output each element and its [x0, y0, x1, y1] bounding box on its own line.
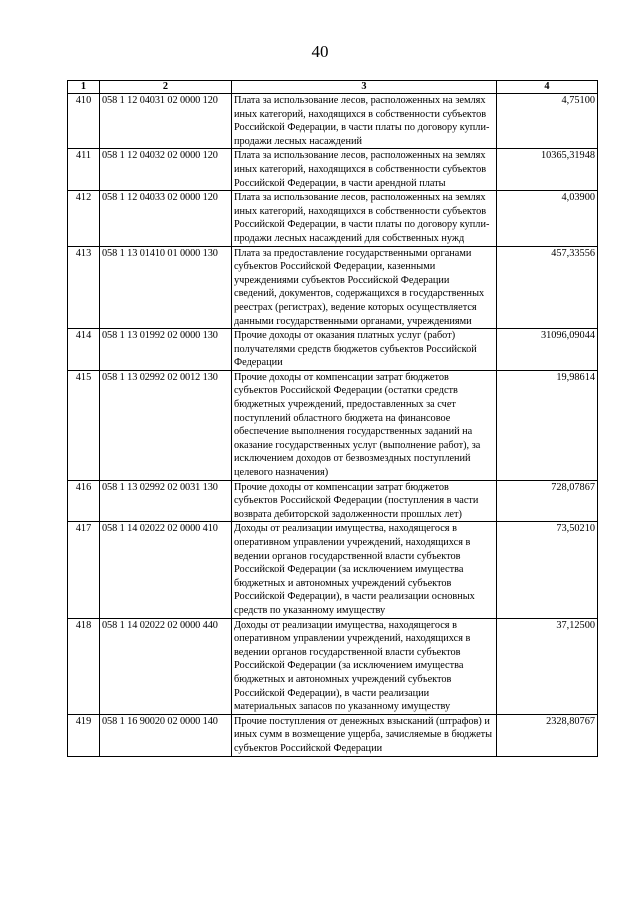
- amount-value: 31096,09044: [497, 329, 598, 371]
- table-row: [68, 370, 598, 480]
- revenue-description: Доходы от реализации имущества, находящегося в оперативном управлении учреждений, находящихся в ведении органов государственной власти субъектов Российской Федерации (за исключением имущества бюджетных и автономных учреждений субъектов Российской Федерации), в части реализации основных средств по указанному имуществу: [232, 522, 497, 618]
- amount-value: 73,50210: [497, 522, 598, 618]
- revenue-description: Прочие доходы от компенсации затрат бюджетов субъектов Российской Федерации (остатки средств бюджетных учреждений, предоставленных за счет поступлений областного бюджета на финансовое обеспечение выполнения государственных заданий на оказание государственных услуг (выполнение работ), за исключением доходов от безвозмездных поступлений целевого назначения): [232, 370, 497, 480]
- amount-value: 19,98614: [497, 370, 598, 480]
- table-row: [68, 149, 598, 191]
- revenue-description: Прочие доходы от компенсации затрат бюджетов субъектов Российской Федерации (поступления в части возврата дебиторской задолженности прошлых лет): [232, 480, 497, 522]
- amount-value: 2328,80767: [497, 714, 598, 756]
- amount-value: 4,75100: [497, 94, 598, 149]
- row-number: 413: [68, 246, 100, 329]
- amount-value: 10365,31948: [497, 149, 598, 191]
- table-row: [68, 94, 598, 149]
- table-row: [68, 522, 598, 618]
- revenue-description: Доходы от реализации имущества, находящегося в оперативном управлении учреждений, находящихся в ведении органов государственной власти субъектов Российской Федерации (за исключением имущества бюджетных и автономных учреждений субъектов Российской Федерации), в части реализации материальных запасов по указанному имуществу: [232, 618, 497, 714]
- row-number: 412: [68, 191, 100, 246]
- budget-classification-code: 058 1 12 04033 02 0000 120: [100, 191, 232, 246]
- budget-classification-code: 058 1 14 02022 02 0000 440: [100, 618, 232, 714]
- table-row: [68, 618, 598, 714]
- revenue-table: [67, 80, 598, 757]
- amount-value: 4,03900: [497, 191, 598, 246]
- column-header: 2: [100, 81, 232, 94]
- row-number: 417: [68, 522, 100, 618]
- revenue-description: Плата за использование лесов, расположенных на землях иных категорий, находящихся в собственности субъектов Российской Федерации, в части арендной платы: [232, 149, 497, 191]
- table-row: [68, 246, 598, 329]
- amount-value: 728,07867: [497, 480, 598, 522]
- row-number: 416: [68, 480, 100, 522]
- row-number: 415: [68, 370, 100, 480]
- budget-classification-code: 058 1 13 01992 02 0000 130: [100, 329, 232, 371]
- row-number: 411: [68, 149, 100, 191]
- budget-classification-code: 058 1 12 04031 02 0000 120: [100, 94, 232, 149]
- row-number: 419: [68, 714, 100, 756]
- table-row: [68, 714, 598, 756]
- header-row: [68, 81, 598, 94]
- amount-value: 37,12500: [497, 618, 598, 714]
- revenue-description: Плата за предоставление государственными органами субъектов Российской Федерации, казенными учреждениями субъектов Российской Федерации сведений, документов, содержащихся в государственных реестрах (регистрах), ведение которых осуществляется данными государственными органами, учреждениями: [232, 246, 497, 329]
- column-header: 4: [497, 81, 598, 94]
- revenue-description: Прочие поступления от денежных взысканий (штрафов) и иных сумм в возмещение ущерба, зачисляемые в бюджеты субъектов Российской Федерации: [232, 714, 497, 756]
- table-row: [68, 329, 598, 371]
- budget-classification-code: 058 1 12 04032 02 0000 120: [100, 149, 232, 191]
- budget-classification-code: 058 1 14 02022 02 0000 410: [100, 522, 232, 618]
- column-header: 1: [68, 81, 100, 94]
- budget-classification-code: 058 1 13 01410 01 0000 130: [100, 246, 232, 329]
- budget-classification-code: 058 1 13 02992 02 0031 130: [100, 480, 232, 522]
- row-number: 410: [68, 94, 100, 149]
- revenue-description: Прочие доходы от оказания платных услуг (работ) получателями средств бюджетов субъектов Российской Федерации: [232, 329, 497, 371]
- row-number: 418: [68, 618, 100, 714]
- budget-classification-code: 058 1 16 90020 02 0000 140: [100, 714, 232, 756]
- row-number: 414: [68, 329, 100, 371]
- column-header: 3: [232, 81, 497, 94]
- budget-classification-code: 058 1 13 02992 02 0012 130: [100, 370, 232, 480]
- table-body: [68, 94, 598, 757]
- revenue-description: Плата за использование лесов, расположенных на землях иных категорий, находящихся в собственности субъектов Российской Федерации, в части платы по договору купли-продажи лесных насаждений: [232, 94, 497, 149]
- table-row: [68, 480, 598, 522]
- amount-value: 457,33556: [497, 246, 598, 329]
- table-row: [68, 191, 598, 246]
- revenue-description: Плата за использование лесов, расположенных на землях иных категорий, находящихся в собственности субъектов Российской Федерации, в части платы по договору купли-продажи лесных насаждений для собственных нужд: [232, 191, 497, 246]
- page-number: 40: [311, 42, 329, 61]
